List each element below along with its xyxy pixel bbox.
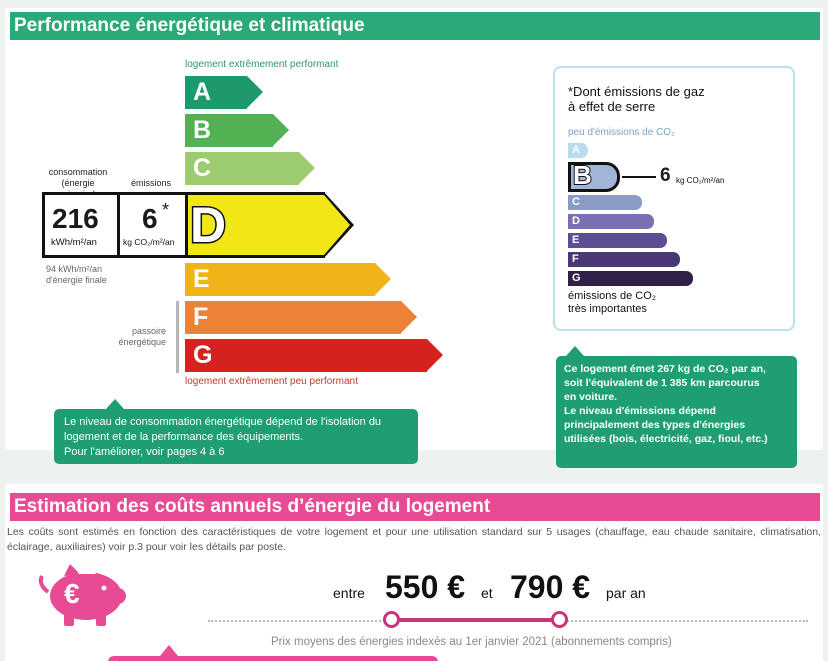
prices-note: Prix moyens des énergies indexés au 1er janvier 2021 (abonnements compris) xyxy=(271,636,672,648)
emissions-label: émissions xyxy=(131,178,172,188)
passoire-bracket xyxy=(176,301,179,373)
cost-high: 790 € xyxy=(510,569,591,605)
costs-banner: Estimation des coûts annuels d’énergie du logement xyxy=(10,493,820,521)
piggy-bank-icon xyxy=(34,562,130,628)
dpe-bar-e: E xyxy=(185,263,375,296)
ges-bar-a: A xyxy=(568,143,588,158)
consumption-value: 216 xyxy=(52,203,99,234)
dpe-top-label: logement extrêmement performant xyxy=(185,59,339,70)
consumption-unit: kWh/m²/an xyxy=(51,237,97,248)
dpe-bar-f: F xyxy=(185,301,401,334)
ges-note: *Dont émissions de gaz à effet de serre xyxy=(568,84,705,114)
ges-bar-d: D xyxy=(568,214,654,229)
cost-range-low-marker xyxy=(383,611,400,628)
passoire-label: passoire énergétique xyxy=(118,326,166,347)
ges-current-letter: B xyxy=(573,160,592,190)
cost-low: 550 € xyxy=(385,569,466,605)
dpe-bar-c: C xyxy=(185,152,299,185)
cost-between: entre xyxy=(333,585,365,601)
emissions-star: * xyxy=(162,200,170,220)
cost-per-year: par an xyxy=(606,585,646,601)
dpe-bar-g: G xyxy=(185,339,427,372)
ges-bar-e: E xyxy=(568,233,667,248)
cost-and: et xyxy=(481,585,493,601)
cost-range-bar xyxy=(392,618,560,622)
ges-callout: Ce logement émet 267 kg de CO₂ par an, soit l'équivalent de 1 385 km parcourus en voiture. Le niveau d'émissions dépend principalement des types d'énergies utilisées (bois, électricité, gaz, fioul, etc.) xyxy=(556,356,797,468)
dpe-bottom-label: logement extrêmement peu performant xyxy=(185,376,358,387)
bottom-pink-callout xyxy=(108,656,438,661)
dpe-bar-b: B xyxy=(185,114,273,147)
ges-value: 6 xyxy=(660,165,671,186)
ges-bar-f: F xyxy=(568,252,680,267)
cost-range-high-marker xyxy=(551,611,568,628)
dpe-callout: Le niveau de consommation énergétique dépend de l'isolation du logement et de la performance des équipements. Pour l'améliorer, voir pages 4 à 6 xyxy=(54,409,418,464)
consumption-divider xyxy=(117,195,120,255)
final-energy-label: 94 kWh/m²/an d'énergie finale xyxy=(46,264,107,285)
dpe-current-letter: D xyxy=(190,197,227,253)
consumption-label: consommation (énergie xyxy=(48,167,108,188)
emissions-value: 6 xyxy=(142,203,158,234)
ges-bottom-label: émissions de CO₂ très importantes xyxy=(568,290,657,315)
ges-bar-c: C xyxy=(568,195,642,210)
ges-unit: kg CO₂/m²/an xyxy=(676,176,725,185)
emissions-unit: kg CO₂/m²/an xyxy=(123,237,175,247)
costs-description: Les coûts sont estimés en fonction des caractéristiques de votre logement et pour une utilisation standard sur 5 usages (chauffage, eau chaude sanitaire, climatisation, éclairage, auxiliaires) voir p.3 pour voir les détails par poste. xyxy=(7,526,821,553)
dpe-bar-a: A xyxy=(185,76,247,109)
ges-bar-g: G xyxy=(568,271,693,286)
ges-top-label: peu d'émissions de CO₂ xyxy=(568,127,675,138)
performance-banner: Performance énergétique et climatique xyxy=(10,12,820,40)
ges-pointer-line xyxy=(622,176,656,178)
euro-symbol: € xyxy=(64,578,80,609)
